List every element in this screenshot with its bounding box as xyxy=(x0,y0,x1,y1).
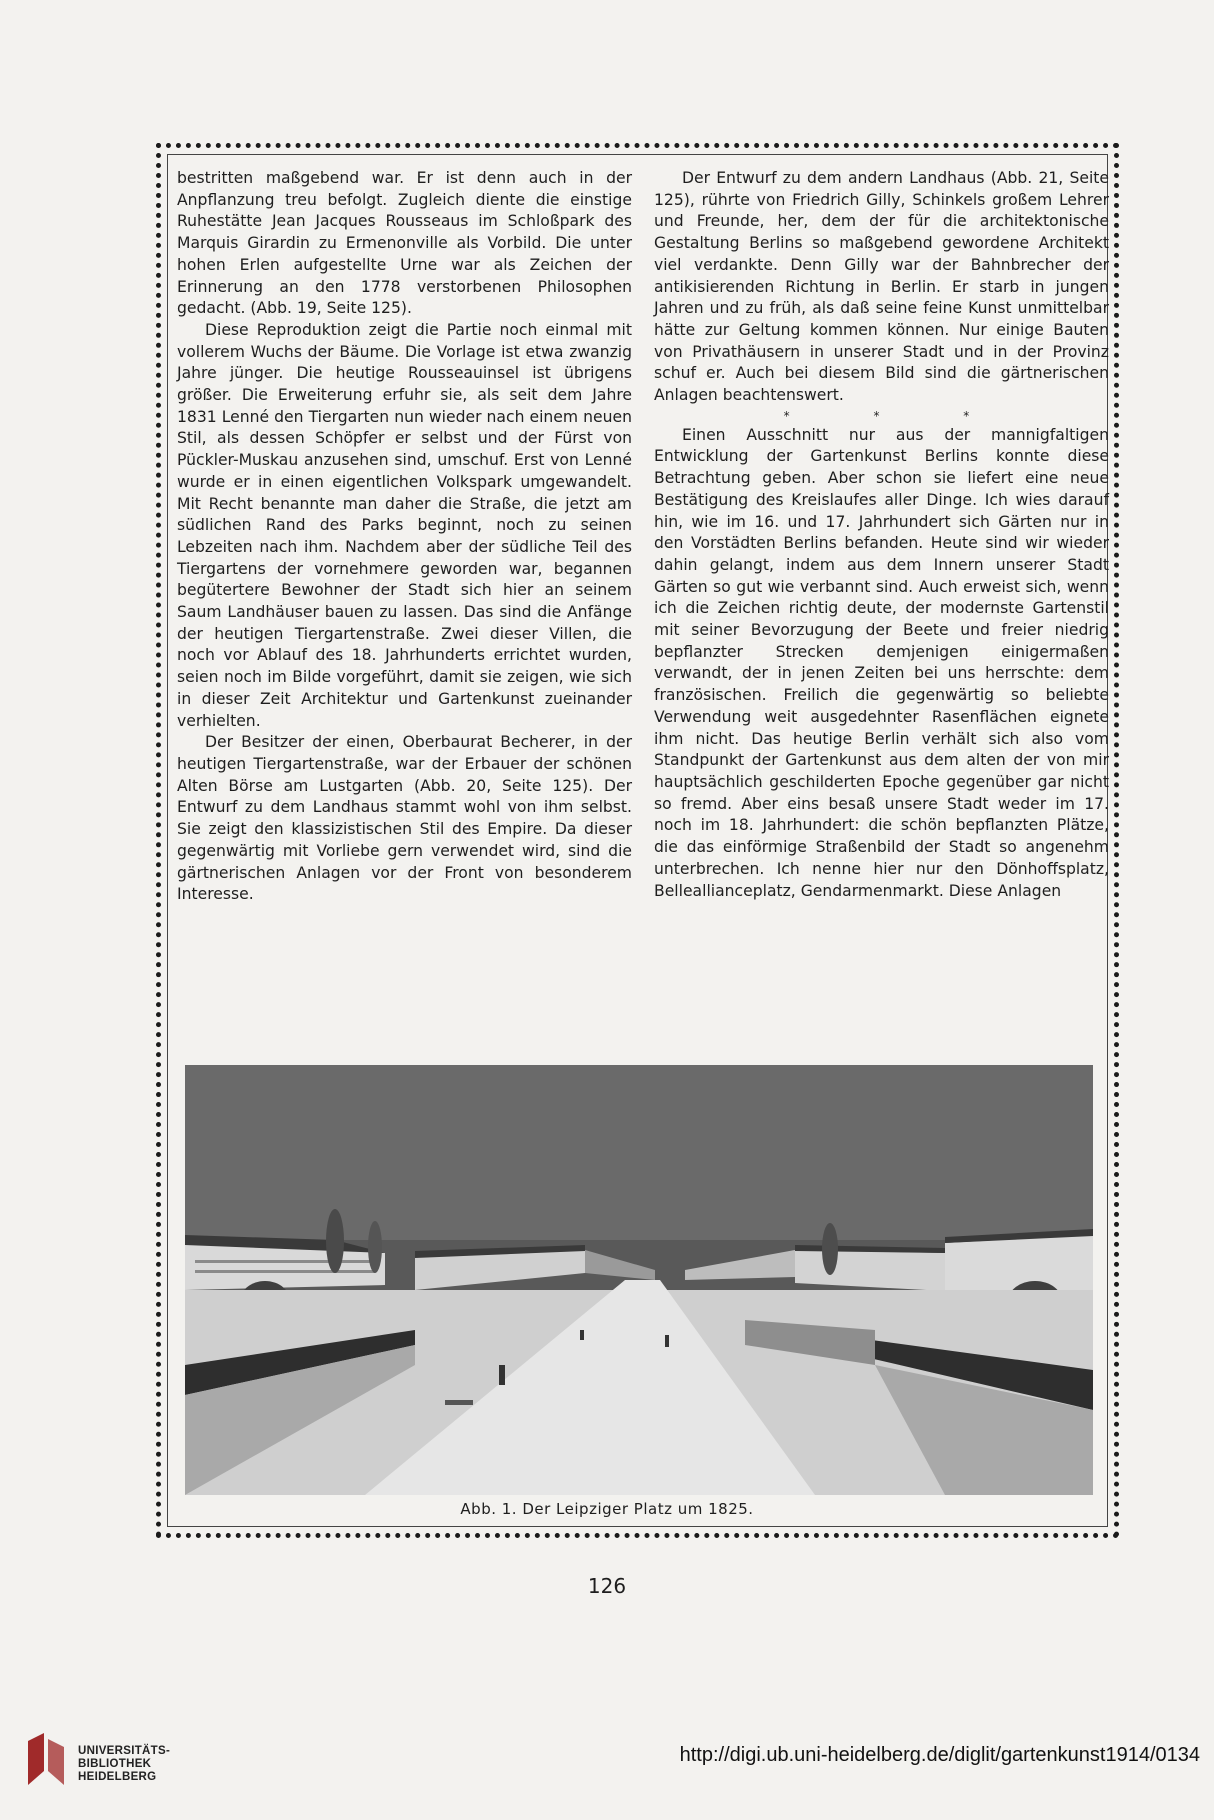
library-name xyxy=(78,1745,170,1784)
left-paragraph-3: Der Besitzer der einen, Oberbaurat Becherer, in der heutigen Tiergartenstraße, war der Erbauer der schönen Alten Börse am Lustgarten (Abb. 20, Seite 125). Der Entwurf zu dem Landhaus stammt wohl von ihm selbst. Sie zeigt den klassizistischen Stil des Empire. Da dieser gegenwärtig mit Vorliebe gern verwendet wird, sind die gärtnerischen Anlagen vor der Front von besonderem Interesse. xyxy=(177,733,632,904)
section-separator: * * * xyxy=(783,408,1010,423)
engraving-illustration xyxy=(185,1065,1093,1495)
library-name-line-3: HEIDELBERG xyxy=(78,1771,157,1783)
figure-caption: Abb. 1. Der Leipziger Platz um 1825. xyxy=(460,1500,754,1518)
right-text-column xyxy=(654,168,1109,902)
library-logo-icon xyxy=(22,1731,70,1789)
left-paragraph-1: bestritten maßgebend war. Er ist denn auch in der Anpflanzung treu befolgt. Zugleich diente die einstige Ruhestätte Jean Jacques Rousseaus im Schloßpark des Marquis Girardin zu Ermenonville als Vorbild. Die unter hohen Erlen aufgestellte Urne war als Zeichen der Erinnerung an den 1778 verstorbenen Philosophen gedacht. (Abb. 19, Seite 125). xyxy=(177,169,632,318)
left-text-column xyxy=(177,168,632,906)
left-paragraph-2: Diese Reproduktion zeigt die Partie noch einmal mit vollerem Wuchs der Bäume. Die Vorlage ist etwa zwanzig Jahre jünger. Die heutige Rousseauinsel ist übrigens größer. Die Erweiterung erfuhr sie, als seit dem Jahre 1831 Lenné den Tiergarten nun wieder nach einem neuen Stil, als dessen Schöpfer er selbst und der Fürst von Pückler-Muskau anzusehen sind, umschuf. Erst von Lenné wurde er in einen eigentlichen Volkspark umgewandelt. Mit Recht benannte man daher die Straße, die jetzt am südlichen Rand des Parks beginnt, noch zu seinen Lebzeiten nach ihm. Nachdem aber der südliche Teil des Tiergartens der vornehmere geworden war, begannen begütertere Bewohner der Stadt sich hier an seinem Saum Landhäuser bauen zu lassen. Das sind die Anfänge der heutigen Tiergartenstraße. Zwei dieser Villen, die noch vor Ablauf des 18. Jahrhunderts errichtet wurden, seien noch im Bilde vorgeführt, damit sie zeigen, wie sich in dieser Zeit Architektur und Gartenkunst zueinander verhielten. xyxy=(177,320,632,730)
library-name-line-2: BIBLIOTHEK xyxy=(78,1758,152,1770)
engraving-leipziger-platz xyxy=(185,1065,1093,1495)
page-number: 126 xyxy=(587,1574,627,1598)
right-paragraph-2: Einen Ausschnitt nur aus der mannigfaltigen Entwicklung der Gartenkunst Berlins konnte diese Betrachtung geben. Aber schon sie liefert eine neue Bestätigung des Kreislaufes aller Dinge. Ich wies darauf hin, wie im 16. und 17. Jahrhundert sich Gärten nur in den Vorstädten Berlins befanden. Heute sind wir wieder dahin gelangt, indem aus dem Innern unserer Stadt Gärten so gut wie verbannt sind. Auch erweist sich, wenn ich die Zeichen richtig deute, der modernste Gartenstil mit seiner Bevorzugung der Beete und freier niedrig bepflanzter Strecken demjenigen einigermaßen verwandt, der in jenen Zeiten bei uns herrschte: dem französischen. Freilich die gegenwärtig so beliebte Verwendung weit ausgedehnter Rasenflächen eignete ihm nicht. Das heutige Berlin verhält sich also vom Standpunkt der Gartenkunst aus dem alten der von mir hauptsächlich geschilderten Epoche gegenüber gar nicht so fremd. Aber eins besaß unsere Stadt weder im 17. noch im 18. Jahrhundert: die schön bepflanzten Plätze, die das einförmige Straßenbild der Stadt so angenehm unterbrechen. Ich nenne hier nur den Dönhoffsplatz, Belleallianceplatz, Gendarmenmarkt. Diese Anlagen xyxy=(654,425,1109,900)
source-url-link[interactable]: http://digi.ub.uni-heidelberg.de/diglit/gartenkunst1914/0134 xyxy=(679,1744,1200,1766)
library-name-line-1: UNIVERSITÄTS- xyxy=(78,1745,171,1757)
right-paragraph-1: Der Entwurf zu dem andern Landhaus (Abb. 21, Seite 125), rührte von Friedrich Gilly, Schinkels großem Lehrer und Freunde, her, dem der für die architektonische Gestaltung Berlins so maßgebend gewordene Architekt viel verdankte. Denn Gilly war der Bahnbrecher der antikisierenden Richtung in Berlin. Er starb in jungen Jahren und zu früh, als daß seine feine Kunst unmittelbar hätte zur Geltung kommen können. Nur einige Bauten von Privathäusern in unserer Stadt und in der Provinz schuf er. Auch bei diesem Bild sind die gärtnerischen Anlagen beachtenswert. xyxy=(654,169,1109,405)
